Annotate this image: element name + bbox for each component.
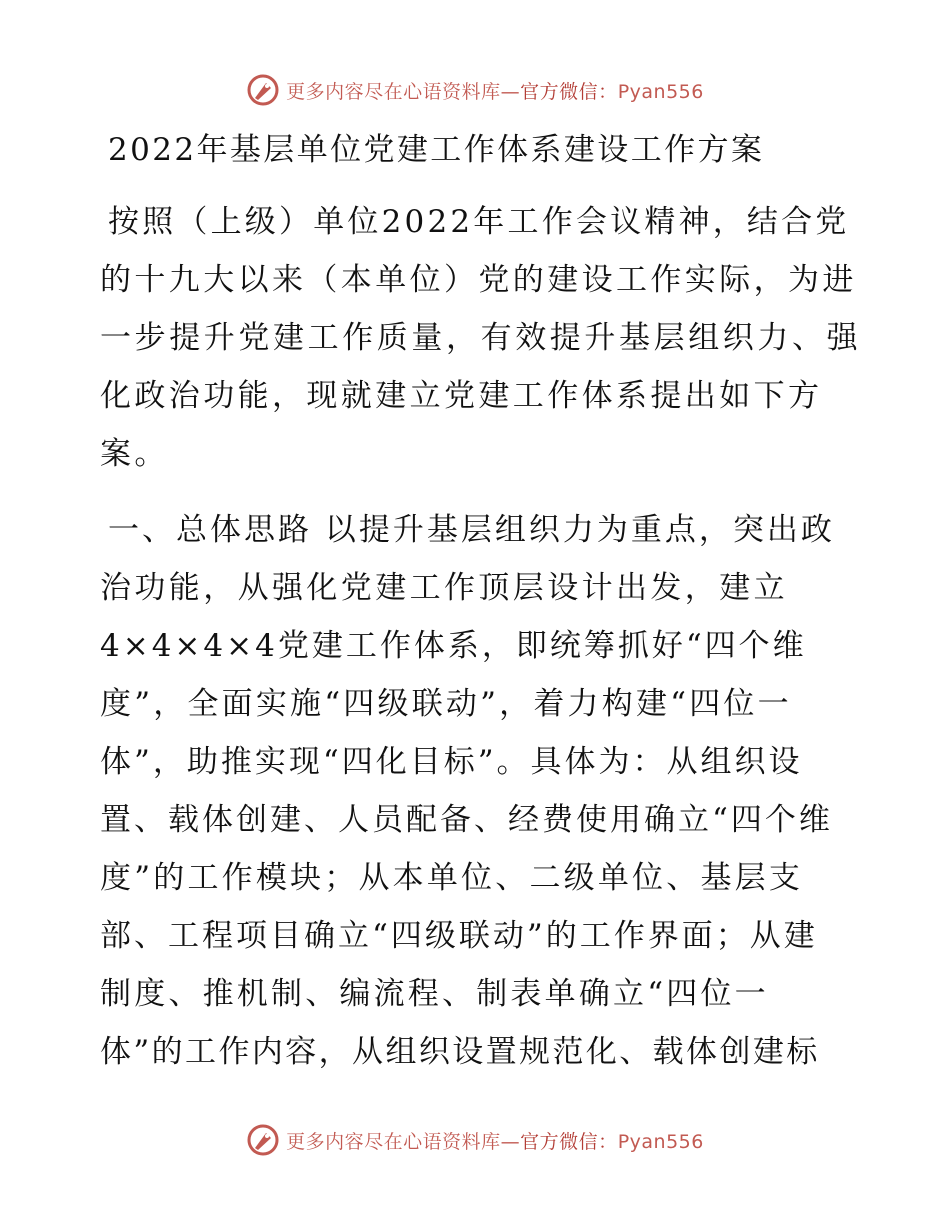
document-title: 2022年基层单位党建工作体系建设工作方案 xyxy=(108,132,765,168)
paragraph-line: 体”的工作内容，从组织设置规范化、载体创建标 xyxy=(100,1034,820,1070)
watermark-official-label: 官方微信： xyxy=(520,80,618,103)
watermark-text xyxy=(286,1127,704,1154)
paragraph-line: 度”的工作模块；从本单位、二级单位、基层支 xyxy=(100,860,804,896)
paragraph-line: 度”，全面实施“四级联动”，着力构建“四位一 xyxy=(100,686,792,722)
paragraph-line: 制度、推机制、编流程、制表单确立“四位一 xyxy=(100,976,769,1012)
watermark-official-label: 官方微信： xyxy=(520,1130,618,1153)
watermark-account-id: Pyan556 xyxy=(617,1130,704,1153)
header-watermark xyxy=(0,70,950,110)
paragraph-line: 体”，助推实现“四化目标”。具体为：从组织设 xyxy=(100,744,803,780)
paragraph-line: 按照（上级）单位2022年工作会议精神，结合党 xyxy=(108,204,850,240)
paragraph-line: 一步提升党建工作质量，有效提升基层组织力、强 xyxy=(100,320,862,356)
paragraph-line: 一、总体思路 以提升基层组织力为重点，突出政 xyxy=(108,512,835,548)
paragraph-line: 部、工程项目确立“四级联动”的工作界面；从建 xyxy=(100,918,818,954)
watermark-text xyxy=(286,77,704,104)
paragraph-line: 案。 xyxy=(100,436,169,472)
footer-watermark xyxy=(0,1120,950,1160)
watermark-account-id: Pyan556 xyxy=(617,80,704,103)
paragraph-line: 化政治功能，现就建立党建工作体系提出如下方 xyxy=(100,378,823,414)
paragraph-line: 治功能，从强化党建工作顶层设计出发，建立 xyxy=(100,570,788,606)
watermark-separator: — xyxy=(500,1130,521,1153)
paragraph-line: 的十九大以来（本单位）党的建设工作实际，为进 xyxy=(100,262,857,298)
watermark-main-text: 更多内容尽在心语资料库 xyxy=(286,80,501,103)
paragraph-line: 置、载体创建、人员配备、经费使用确立“四个维 xyxy=(100,802,833,838)
paragraph-line: 4×4×4×4党建工作体系，即统筹抓好“四个维 xyxy=(100,628,807,664)
watermark-separator: — xyxy=(500,80,521,103)
pen-nib-icon xyxy=(246,73,280,107)
watermark-main-text: 更多内容尽在心语资料库 xyxy=(286,1130,501,1153)
pen-nib-icon xyxy=(246,1123,280,1157)
